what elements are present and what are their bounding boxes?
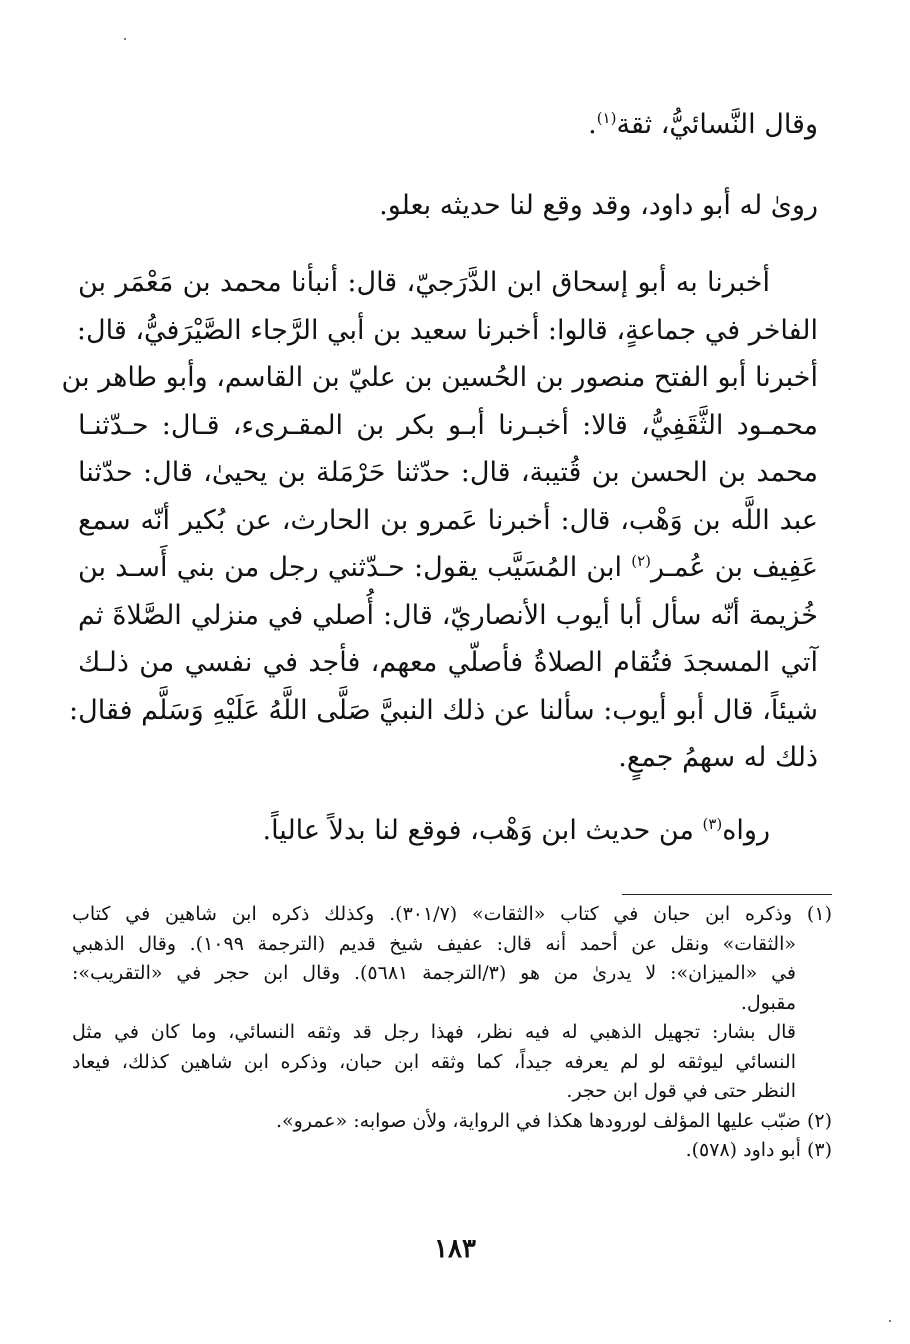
footnote-1-line: في «الميزان»: لا يدرىٰ من هو (٣/الترجمة ٥٦٨١). وقال ابن حجر في «التقريب»:: [72, 962, 796, 984]
footnote-1-line: «الثقات» ونقل عن أحمد أنه قال: عفيف شيخ قديم (الترجمة ١٠٩٩). وقال الذهبي: [72, 932, 796, 955]
isnad-text: عَفِيف بن عُمـر: [651, 552, 818, 583]
isnad-line: آتي المسجدَ فتُقام الصلاةُ فأصلّي معهم، فأجد في نفسي من ذلـك: [78, 647, 818, 678]
paragraph-riwaya: [78, 185, 818, 227]
isnad-line: محمـود الثَّقَفِيُّ، قالا: أخبـرنا أبـو بكر بن المقـرىء، قـال: حـدّثنـا: [78, 409, 818, 441]
scan-speck: [889, 1320, 891, 1322]
paragraph-end: .: [588, 109, 597, 140]
footnote-marker-1[interactable]: (١): [596, 109, 617, 127]
isnad-line: محمد بن الحسن بن قُتيبة، قال: حدّثنا حَرْمَلة بن يحيىٰ، قال: حدّثنا: [78, 457, 818, 488]
footnote-marker-3[interactable]: (٣): [702, 815, 723, 833]
footnote-bashar-line: قال بشار: تجهيل الذهبي له فيه نظر، فهذا رجل قد وثقه النسائي، وما كان في مثل: [72, 1021, 796, 1043]
footnote-3: (٣) أبو داود (٥٧٨).: [685, 1139, 832, 1161]
isnad-line: خُزيمة أنّه سأل أبا أيوب الأنصاريّ، قال: أُصلي في منزلي الصَّلاةَ ثم: [78, 599, 818, 631]
footnote-bashar-line: النسائي ليوثقه لو لم يعرفه جيداً، كما وثقه ابن حبان، وذكره ابن شاهين كذلك، فيعاد: [72, 1050, 796, 1073]
page-number: ١٨٣: [434, 1234, 476, 1264]
footnote-separator: [622, 894, 832, 895]
isnad-text: ابن المُسَيَّب يقول: حـدّثني رجل من بني أَسـد بن: [78, 552, 632, 583]
isnad-line: ذلك له سهمُ جمعٍ.: [618, 742, 818, 773]
paragraph-text: روىٰ له أبو داود، وقد وقع لنا حديثه بعلو.: [379, 190, 818, 221]
isnad-line: شيئاً، قال أبو أيوب: سألنا عن ذلك النبيَّ صَلَّى اللَّهُ عَلَيْهِ وَسَلَّم فقال:: [69, 694, 818, 726]
paragraph-text: رواه: [722, 815, 770, 846]
isnad-line: الفاخر في جماعةٍ، قالوا: أخبرنا سعيد بن أبي الرَّجاء الصَّيْرَفيُّ، قال:: [76, 314, 818, 346]
footnote-1-line: مقبول.: [740, 991, 796, 1014]
footnote-1-line: (١) وذكره ابن حبان في كتاب «الثقات» (٣٠١/٧). وكذلك ذكره ابن شاهين في كتاب: [72, 903, 832, 925]
isnad-line: أخبرنا أبو الفتح منصور بن الحُسين بن عليّ بن القاسم، وأبو طاهر بن: [61, 362, 818, 393]
paragraph-rawahu: [78, 810, 818, 852]
footnote-marker-2[interactable]: (٢): [631, 552, 652, 570]
paragraph-text: وقال النَّسائيُّ، ثقة: [616, 109, 818, 140]
isnad-line: أخبرنا به أبو إسحاق ابن الدَّرَجيّ، قال: أنبأنا محمد بن مَعْمَر بن: [78, 267, 770, 298]
paragraph-text: من حديث ابن وَهْب، فوقع لنا بدلاً عالياً.: [262, 815, 703, 846]
footnotes: [72, 900, 832, 1166]
footnote-bashar-line: النظر حتى في قول ابن حجر.: [566, 1080, 796, 1102]
footnote-2: (٢) ضبّب عليها المؤلف لورودها هكذا في الرواية، ولأن صوابه: «عمرو».: [275, 1109, 832, 1132]
scan-speck: [124, 38, 126, 40]
isnad-line: عبد اللَّه بن وَهْب، قال: أخبرنا عَمرو بن الحارث، عن بُكير أنّه سمع: [78, 504, 818, 536]
paragraph-isnad: [61, 259, 818, 782]
paragraph-nasai: [78, 104, 818, 146]
isnad-line: [78, 544, 818, 592]
